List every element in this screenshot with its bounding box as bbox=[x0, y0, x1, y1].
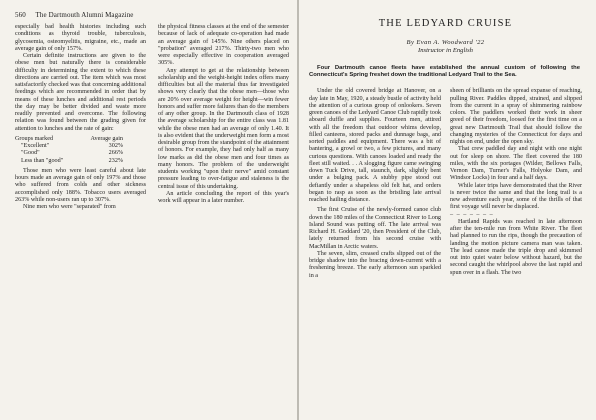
paragraph: An article concluding the report of this year's work will appear in a later number. bbox=[158, 190, 289, 204]
average-gain-table bbox=[15, 136, 123, 165]
page-number: 560 bbox=[15, 11, 26, 19]
left-columns bbox=[15, 24, 289, 211]
right-page bbox=[299, 0, 596, 420]
paragraph: That crew paddled day and night with one night out for sleep on shore. The fleet covered the 180 miles, with the six portages (Wilder, Bellows Falls, Vernon Dam, Turner's Falls, Holyoke Dam, and Windsor Locks) in four and a half days. bbox=[450, 146, 582, 182]
table-cell: Less than "good" bbox=[21, 157, 64, 164]
paragraph: Under the old covered bridge at Hanover, on a day late in May, 1920, a steady bustle of activity held the attention of a curious group of onlookers. Seven green canoes of the Ledyard Canoe Club rapidly took aboard duffle and supplies. Fourteen men, attired with all the freedom that outdoor whims develop, filled canteens, stored packs and dunnage bags, and sorted paddles and equipment. There was a bit of bantering, a growl or two, a few pictures, and many curious questions. With canoes loaded and ready the fleet still waited. . . A slogging figure came swinging down Tuck Drive, tall, staunch, dark, slightly bent under a bulging pack. A stubby pipe stood out defiantly under a shapeless old felt hat, and orders began to rasp as soon as the bristling late arrival reached hailing distance. bbox=[309, 88, 441, 204]
section-break-dashes: – – – – – – – bbox=[450, 211, 494, 218]
table-row bbox=[15, 158, 123, 165]
table-header-row bbox=[15, 136, 123, 143]
byline: By Evan A. Woodward '22 bbox=[406, 39, 485, 46]
author-role: Instructor in English bbox=[418, 47, 473, 54]
table-cell: 266% bbox=[108, 150, 123, 157]
left-column-1 bbox=[15, 24, 146, 211]
paragraph: Hartland Rapids was reached in late afternoon after the ten-mile run from White River. The fleet had planned to run the rips, though the precaution of landing the motion picture camera man was taken. The lead canoe made the triple drop and skimmed out into quiet water below without hazard, but the second caught the whirlpool above the last rapid and spun over in a flash. The two bbox=[450, 218, 582, 276]
table-cell: "Excellent" bbox=[21, 143, 50, 149]
left-page bbox=[0, 0, 297, 420]
table-row bbox=[15, 143, 123, 150]
paragraph: The seven, slim, creased crafts slipped out of the bridge shadow into the bracing down-current with a freshening breeze. The early afternoon sun sparkled in a bbox=[309, 250, 441, 279]
paragraph: Certain definite instructions are given to the obese men but naturally there is considerable difficulty in determining the extent to which these directions are carried out. The item which was most satisfactorily checked was that concerning additional feedings which are recommended in order that by means of these lunches and additional rest periods the day may be better divided and waste more readily prevented and overcome. The following relation was found between the grading given for attention to lunches and the rate of gain: bbox=[15, 53, 146, 132]
table-cell: "Good" bbox=[21, 150, 40, 157]
right-column-2 bbox=[450, 88, 582, 280]
left-column-2 bbox=[158, 24, 289, 211]
paragraph: the physical fitness classes at the end of the semester because of lack of adequate co-operation had made an average gain of 145%. Nine others placed on "probation" averaged 217%. Thirty-two men who were especially effective in cooperation averaged 305%. bbox=[158, 24, 289, 67]
paragraph: Those men who were least careful about late hours made an average gain of only 197% and those who suffered from colds and other sickness accomplished only 188%. Tobacco users averaged 263% while non-users ran up to 307%. bbox=[15, 167, 146, 203]
table-header-average: Average gain bbox=[90, 135, 123, 142]
running-head bbox=[15, 11, 289, 19]
paragraph: sheen of brilliants on the spread expanse of reaching, pulling River. Paddles dipped, strained, and slipped from the current in a spray of shimmering rainbow colors. The paddlers worked their work in sheer greed of their freedom, loosed for the first time on a great new Dartmouth Trail that should follow the changing mysteries of the Connecticut for days and nights on end, under the open sky. bbox=[450, 88, 582, 146]
right-column-1 bbox=[309, 88, 441, 280]
paragraph: Any attempt to get at the relationship between scholarship and the weight-height index offers many difficulties but all the material thus far investigated shows very clearly that the obese men—those who are 20% over average weight for height—win fewer honors and suffer more failures than do the members of any other group. In the Dartmouth class of 1928 the average scholarship for the entire class was 1.81 while the obese men had an average of only 1.40. It is also evident that the underweight men form a most desirable group from the standpoint of the attainment of honors. For example, they had only half as many low marks as did the obese men and four times as many honors. The problem of the underweight students working "upon their nerve" amid constant pressure leading to over-fatigue and staleness is the central issue of this undertaking. bbox=[158, 67, 289, 190]
running-title: The Dartmouth Alumni Magazine bbox=[35, 11, 134, 19]
paragraph: While later trips have demonstrated that the River is never twice the same and that the long trail is a new adventure each year, some of the thrills of that first voyage will never be displaced. bbox=[450, 182, 582, 211]
table-header-groups: Groups marked bbox=[15, 135, 54, 142]
table-row bbox=[15, 150, 123, 157]
article-title: THE LEDYARD CRUISE bbox=[378, 18, 513, 29]
paragraph: especially bad health histories including such conditions as thyroid trouble, tuberculosis, glycosemia, osteomyelitis, migraine, etc., made an average gain of only 157%. bbox=[15, 24, 146, 52]
table-cell: 302% bbox=[108, 143, 123, 149]
table-cell: 232% bbox=[108, 157, 123, 164]
right-columns bbox=[309, 88, 582, 280]
article-lede: Four Dartmouth canoe fleets have established the annual custom of following the Connecticut's Spring freshet down the traditional Ledyard Trail to the Sea. bbox=[309, 65, 580, 79]
paragraph: The first Cruise of the newly-formed canoe club down the 180 miles of the Connecticut River to Long Island Sound was putting off. The late arrival was Richard H. Goddard '20, then President of the Club, lately returned from his second cruise with MacMillan in Arctic waters. bbox=[309, 207, 441, 250]
paragraph: Nine men who were "separated" from bbox=[23, 204, 116, 210]
